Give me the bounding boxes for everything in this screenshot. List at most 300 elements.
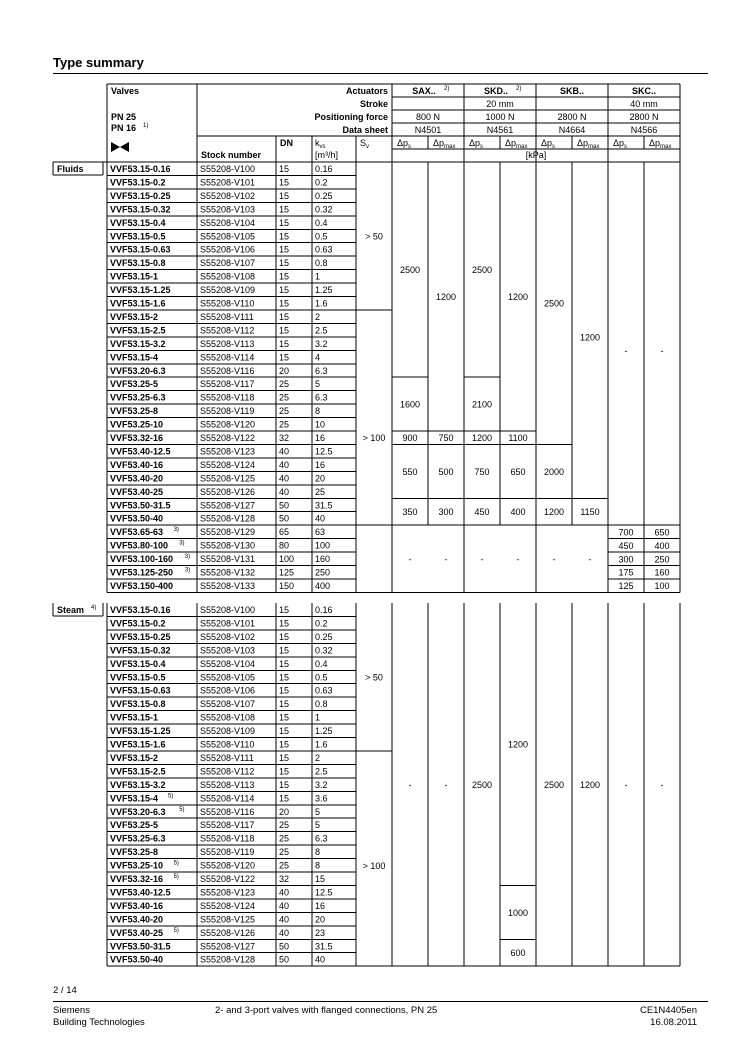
dash-value: - xyxy=(408,554,412,565)
skc-dps: 125 xyxy=(618,581,634,592)
skd-dpmax: 1100 xyxy=(508,433,528,444)
dn-value: 80 xyxy=(279,540,290,551)
dn-value: 15 xyxy=(279,271,290,282)
kvs-value: 4 xyxy=(315,352,321,363)
valve-type: VVF53.15-0.25 xyxy=(110,190,171,201)
valve-type: VVF53.15-0.16 xyxy=(110,164,171,174)
dn-value: 25 xyxy=(279,833,290,844)
kvs-value: 63 xyxy=(315,527,326,538)
skb-dps: 2500 xyxy=(543,298,565,309)
valve-type: VVF53.50-31.5 xyxy=(110,500,171,511)
skc-dps: 175 xyxy=(618,567,634,578)
stock-number: S55208-V100 xyxy=(200,605,256,615)
stock-number: S55208-V116 xyxy=(200,806,255,817)
valve-type: VVF53.15-1.6 xyxy=(110,739,166,750)
stock-number: S55208-V122 xyxy=(200,433,256,443)
stock-number: S55208-V101 xyxy=(200,618,256,629)
stock-number: S55208-V118 xyxy=(200,833,255,844)
valve-type: VVF53.15-1.6 xyxy=(110,298,166,309)
kvs-unit: [m³/h] xyxy=(315,150,339,160)
kvs-value: 0.16 xyxy=(315,164,333,174)
valve-footnote: 3) xyxy=(184,567,191,574)
data-sheet-number: N4501 xyxy=(414,125,442,135)
kvs-value: 0.25 xyxy=(315,631,333,642)
kvs-value: 10 xyxy=(315,419,326,430)
data-sheet-number: N4566 xyxy=(630,125,658,135)
kvs-value: 20 xyxy=(315,473,326,484)
stock-number: S55208-V114 xyxy=(200,352,255,363)
valve-footnote: 3) xyxy=(179,540,185,547)
dn-value: 25 xyxy=(279,847,290,858)
valve-type: VVF53.15-0.32 xyxy=(110,204,171,215)
kvs-value: 1 xyxy=(315,271,321,282)
dn-value: 15 xyxy=(279,164,290,174)
skc-dps: 700 xyxy=(618,527,634,538)
kvs-value: 8 xyxy=(315,406,321,417)
skc-dps: - xyxy=(624,780,628,791)
kvs-value: 0.16 xyxy=(315,605,333,615)
dpmax-heading: $\Delta p_{max}$ xyxy=(433,138,456,150)
stock-number: S55208-V104 xyxy=(200,217,256,228)
dpmax-heading: $\Delta p_{max}$ xyxy=(577,138,600,150)
skd-dpmax: 400 xyxy=(510,507,526,518)
stock-number: S55208-V123 xyxy=(200,887,256,898)
valve-type: VVF53.40-12.5 xyxy=(110,446,171,457)
kvs-value: 2.5 xyxy=(315,766,328,777)
valve-type: VVF53.25-6.3 xyxy=(110,833,166,844)
stock-number: S55208-V114 xyxy=(200,793,255,804)
kvs-value: 6.3 xyxy=(315,833,328,844)
stock-number: S55208-V120 xyxy=(200,419,256,430)
stock-number: S55208-V125 xyxy=(200,473,256,484)
kvs-value: 0.32 xyxy=(315,204,333,215)
dn-value: 15 xyxy=(279,618,290,629)
kvs-value: 16 xyxy=(315,900,326,911)
stock-number: S55208-V118 xyxy=(200,392,255,403)
header-row-label: Positioning force xyxy=(314,112,388,122)
valve-type: VVF53.15-0.25 xyxy=(110,631,171,642)
dn-value: 15 xyxy=(279,645,290,656)
valve-type: VVF53.40-12.5 xyxy=(110,887,171,898)
dn-value: 40 xyxy=(279,486,290,497)
sax-dpmax: 750 xyxy=(438,433,454,444)
kvs-value: 160 xyxy=(315,554,331,565)
dn-value: 40 xyxy=(279,473,290,484)
actuator-footnote: 2) xyxy=(516,86,522,92)
stock-number: S55208-V128 xyxy=(200,513,256,524)
kvs-value: 8 xyxy=(315,860,321,871)
stock-number: S55208-V126 xyxy=(200,486,256,497)
valve-type: VVF53.15-1.25 xyxy=(110,726,171,737)
dn-value: 15 xyxy=(279,338,290,349)
valve-type: VVF53.15-2 xyxy=(110,311,159,322)
skc-dpmax: 400 xyxy=(654,540,670,551)
dash-value: - xyxy=(480,554,484,565)
stock-number: S55208-V124 xyxy=(200,459,256,470)
kvs-value: 25 xyxy=(315,486,326,497)
valve-type: VVF53.25-8 xyxy=(110,406,159,417)
kvs-value: 0.63 xyxy=(315,244,333,255)
actuator-footnote: 2) xyxy=(444,86,450,92)
valve-type: VVF53.25-6.3 xyxy=(110,392,166,403)
skb-dps: 1200 xyxy=(543,507,565,518)
sax-dpmax: - xyxy=(444,780,448,791)
valve-type: VVF53.15-0.4 xyxy=(110,658,166,669)
valve-type: VVF53.25-5 xyxy=(110,379,159,390)
kvs-value: 2.5 xyxy=(315,325,328,336)
valve-type: VVF53.32-16 xyxy=(110,874,164,884)
skd-dpmax: 1000 xyxy=(507,907,529,918)
dn-value: 25 xyxy=(279,406,290,417)
kvs-value: 5 xyxy=(315,820,321,831)
dn-value: 15 xyxy=(279,258,290,269)
skd-dps: 2500 xyxy=(471,780,493,791)
stock-number: S55208-V125 xyxy=(200,914,256,925)
kvs-value: 0.2 xyxy=(315,618,328,629)
dash-value: - xyxy=(516,554,520,565)
dn-value: 50 xyxy=(279,941,290,952)
stock-number: S55208-V112 xyxy=(200,325,255,336)
dn-value: 25 xyxy=(279,379,290,390)
sax-dps: 2500 xyxy=(399,265,421,276)
dn-value: 40 xyxy=(279,914,290,925)
stock-number: S55208-V106 xyxy=(200,244,256,255)
kvs-value: 16 xyxy=(315,459,326,470)
company-division: Building Technologies xyxy=(53,1017,145,1028)
stock-number: S55208-V120 xyxy=(200,860,256,871)
skc-dpmax: - xyxy=(660,345,664,356)
skd-dpmax: 600 xyxy=(510,948,526,959)
dn-value: 15 xyxy=(279,658,290,669)
stock-number: S55208-V128 xyxy=(200,954,256,965)
kvs-value: 1.25 xyxy=(315,726,333,737)
dn-value: 25 xyxy=(279,860,290,871)
pn25-label: PN 25 xyxy=(111,112,137,122)
actuator-name: SKD.. xyxy=(483,86,509,96)
kvs-value: 12.5 xyxy=(315,446,333,457)
dn-value: 15 xyxy=(279,298,290,309)
steam-label: Steam xyxy=(57,605,85,615)
stock-number: S55208-V107 xyxy=(200,699,256,710)
kvs-value: 23 xyxy=(315,927,326,938)
valve-type: VVF53.50-40 xyxy=(110,954,164,965)
valve-type: VVF53.15-0.8 xyxy=(110,258,166,269)
skd-dpmax: 1200 xyxy=(507,292,529,302)
stock-number: S55208-V108 xyxy=(200,271,256,282)
valve-type: VVF53.15-4 xyxy=(110,793,159,804)
dn-value: 15 xyxy=(279,177,290,188)
stock-number: S55208-V133 xyxy=(200,580,256,591)
dn-value: 15 xyxy=(279,712,290,723)
valve-type: VVF53.15-2.5 xyxy=(110,325,166,336)
stock-number: S55208-V110 xyxy=(200,739,255,750)
stock-number: S55208-V109 xyxy=(200,726,256,737)
stock-number: S55208-V103 xyxy=(200,645,256,656)
page-title: Type summary xyxy=(53,55,144,70)
valve-type: VVF53.15-0.4 xyxy=(110,217,166,228)
valve-type: VVF53.15-2 xyxy=(110,752,159,763)
header-row-label: Stroke xyxy=(359,99,388,109)
dn-value: 32 xyxy=(279,433,290,443)
dn-heading: DN xyxy=(280,138,293,148)
skd-dpmax: 650 xyxy=(510,466,526,477)
dn-value: 65 xyxy=(279,527,290,538)
skd-dps: 1200 xyxy=(471,433,493,444)
skb-dpmax: 1200 xyxy=(579,780,601,791)
footer-doc-info xyxy=(640,1005,697,1029)
dn-value: 40 xyxy=(279,900,290,911)
valve-type: VVF53.15-0.63 xyxy=(110,244,171,255)
stock-number: S55208-V109 xyxy=(200,285,256,296)
kvs-value: 1.6 xyxy=(315,739,328,750)
valve-type: VVF53.15-0.2 xyxy=(110,177,166,188)
stock-number: S55208-V117 xyxy=(200,379,255,390)
positioning-force: 1000 N xyxy=(485,112,515,122)
valve-type: VVF53.125-250 xyxy=(110,567,174,578)
sv-value: > 100 xyxy=(362,433,386,444)
valve-type: VVF53.40-25 xyxy=(110,927,164,938)
skc-dpmax: - xyxy=(660,780,664,791)
dn-value: 15 xyxy=(279,766,290,777)
kvs-value: 3.2 xyxy=(315,779,328,790)
dn-value: 15 xyxy=(279,217,290,228)
valve-type: VVF53.40-16 xyxy=(110,900,164,911)
sax-dpmax: 500 xyxy=(438,466,454,477)
stock-number: S55208-V132 xyxy=(200,567,256,578)
kvs-value: 5 xyxy=(315,379,321,390)
valve-type: VVF53.15-0.2 xyxy=(110,618,166,629)
actuator-name: SKB.. xyxy=(559,86,585,96)
sax-dpmax: 300 xyxy=(438,507,454,518)
valve-type: VVF53.100-160 xyxy=(110,554,174,565)
kvs-value: 31.5 xyxy=(315,941,333,952)
skd-dps: 450 xyxy=(474,507,490,518)
dn-value: 20 xyxy=(279,365,290,376)
dn-value: 15 xyxy=(279,285,290,296)
stock-number: S55208-V101 xyxy=(200,177,256,188)
dn-value: 15 xyxy=(279,752,290,763)
kvs-value: 0.5 xyxy=(315,672,328,683)
kvs-value: 0.5 xyxy=(315,231,328,242)
kvs-value: 0.8 xyxy=(315,699,328,710)
kvs-value: 12.5 xyxy=(315,887,333,898)
kvs-value: 2 xyxy=(315,752,321,763)
fluids-label: Fluids xyxy=(57,164,84,174)
valve-type: VVF53.15-0.5 xyxy=(110,672,166,683)
valve-footnote: 5) xyxy=(179,806,185,813)
kvs-value: 0.32 xyxy=(315,645,333,656)
dps-heading: $\Delta p_s$ xyxy=(613,138,628,150)
dn-value: 15 xyxy=(279,672,290,683)
skc-dps: - xyxy=(624,345,628,356)
valve-type: VVF53.15-0.63 xyxy=(110,685,171,696)
kvs-value: 20 xyxy=(315,914,326,925)
valve-type: VVF53.65-63 xyxy=(110,527,164,538)
pn16-label: PN 16 xyxy=(111,123,137,133)
footer-company xyxy=(53,1005,145,1029)
valve-type: VVF53.15-1.25 xyxy=(110,285,171,296)
skc-dpmax: 650 xyxy=(654,527,670,538)
stroke-value: 20 mm xyxy=(486,99,514,109)
dps-heading: $\Delta p_s$ xyxy=(397,138,412,150)
kvs-value: 40 xyxy=(315,513,326,524)
skd-dps: 2100 xyxy=(471,399,493,410)
footer-rule xyxy=(53,1001,708,1002)
kvs-value: 15 xyxy=(315,874,326,884)
dn-value: 15 xyxy=(279,311,290,322)
kvs-value: 31.5 xyxy=(315,500,333,511)
sv-value: > 50 xyxy=(365,231,383,242)
dn-value: 40 xyxy=(279,459,290,470)
valve-type: VVF53.15-1 xyxy=(110,271,159,282)
stock-number: S55208-V111 xyxy=(200,311,254,322)
kvs-value: 1.25 xyxy=(315,285,333,296)
sv-value: > 100 xyxy=(362,860,386,871)
kvs-value: 100 xyxy=(315,540,331,551)
dn-value: 15 xyxy=(279,325,290,336)
pn16-footnote: 1) xyxy=(143,123,149,129)
kvs-value: 0.2 xyxy=(315,177,328,188)
stock-number: S55208-V113 xyxy=(200,338,255,349)
positioning-force: 2800 N xyxy=(557,112,587,122)
dash-value: - xyxy=(444,554,448,565)
dn-value: 125 xyxy=(279,567,295,578)
stock-number: S55208-V107 xyxy=(200,258,256,269)
valve-type: VVF53.40-20 xyxy=(110,473,164,484)
dn-value: 15 xyxy=(279,204,290,215)
kvs-value: 6.3 xyxy=(315,392,328,403)
dn-value: 40 xyxy=(279,446,290,457)
skd-dps: 2500 xyxy=(471,265,493,276)
skc-dpmax: 160 xyxy=(654,567,670,578)
kvs-value: 0.4 xyxy=(315,217,328,228)
valve-type: VVF53.15-0.32 xyxy=(110,645,171,656)
kvs-value: 2 xyxy=(315,311,321,322)
kvs-value: 0.4 xyxy=(315,658,328,669)
valve-type: VVF53.15-4 xyxy=(110,352,159,363)
document-date: 16.08.2011 xyxy=(650,1017,697,1028)
kvs-value: 40 xyxy=(315,954,326,965)
dn-value: 15 xyxy=(279,739,290,750)
skc-dps: 300 xyxy=(618,554,634,565)
valve-type: VVF53.25-5 xyxy=(110,820,159,831)
kvs-value: 400 xyxy=(315,580,331,591)
dn-value: 100 xyxy=(279,554,295,565)
positioning-force: 800 N xyxy=(415,112,441,122)
dn-value: 40 xyxy=(279,887,290,898)
dps-heading: $\Delta p_s$ xyxy=(541,138,556,150)
valve-type: VVF53.15-0.5 xyxy=(110,231,166,242)
steam-footnote: 4) xyxy=(91,605,97,611)
data-sheet-number: N4561 xyxy=(486,125,514,135)
stock-number: S55208-V119 xyxy=(200,406,255,417)
kvs-value: 0.8 xyxy=(315,258,328,269)
positioning-force: 2800 N xyxy=(629,112,659,122)
kvs-value: 6.3 xyxy=(315,365,328,376)
stock-number: S55208-V127 xyxy=(200,500,256,511)
skb-dpmax: 1150 xyxy=(580,507,600,518)
valve-type: VVF53.150-400 xyxy=(110,580,174,591)
dash-value: - xyxy=(588,554,592,565)
stock-number: S55208-V100 xyxy=(200,164,256,174)
valve-type: VVF53.15-2.5 xyxy=(110,766,166,777)
stock-number: S55208-V102 xyxy=(200,190,256,201)
stock-number: S55208-V112 xyxy=(200,766,255,777)
dn-value: 25 xyxy=(279,419,290,430)
stock-number: S55208-V103 xyxy=(200,204,256,215)
dn-value: 50 xyxy=(279,500,290,511)
dn-value: 32 xyxy=(279,874,290,884)
skd-dpmax: 1200 xyxy=(507,739,529,750)
header-row-label: Actuators xyxy=(345,86,388,96)
valve-footnote: 5) xyxy=(173,927,179,934)
valve-type: VVF53.15-1 xyxy=(110,712,159,723)
stock-number: S55208-V116 xyxy=(200,365,255,376)
dn-value: 50 xyxy=(279,513,290,524)
skc-dpmax: 100 xyxy=(654,581,670,592)
stock-number: S55208-V113 xyxy=(200,779,255,790)
skd-dps: 750 xyxy=(474,466,490,477)
sax-dps: 1600 xyxy=(399,399,421,410)
valve-type: VVF53.40-20 xyxy=(110,914,164,925)
footer-document-title: 2- and 3-port valves with flanged connections, PN 25 xyxy=(215,1005,438,1016)
valve-type: VVF53.15-3.2 xyxy=(110,338,166,349)
dn-value: 40 xyxy=(279,927,290,938)
header-row-label: Data sheet xyxy=(342,125,388,135)
stock-number: S55208-V105 xyxy=(200,672,256,683)
dn-value: 15 xyxy=(279,779,290,790)
stock-number: S55208-V123 xyxy=(200,446,256,457)
kvs-heading: $k_{vs}$ xyxy=(315,138,326,150)
stock-number: S55208-V104 xyxy=(200,658,256,669)
dpmax-heading: $\Delta p_{max}$ xyxy=(505,138,528,150)
company-name: Siemens xyxy=(53,1005,90,1016)
valve-type: VVF53.50-31.5 xyxy=(110,941,171,952)
dn-value: 15 xyxy=(279,699,290,710)
dn-value: 15 xyxy=(279,605,290,615)
valve-footnote: 5) xyxy=(173,874,179,880)
actuator-name: SAX.. xyxy=(412,86,436,96)
dn-value: 25 xyxy=(279,392,290,403)
stock-number: S55208-V106 xyxy=(200,685,256,696)
dn-value: 15 xyxy=(279,352,290,363)
valve-type: VVF53.20-6.3 xyxy=(110,365,166,376)
valve-type: VVF53.20-6.3 xyxy=(110,806,166,817)
valve-type: VVF53.15-0.8 xyxy=(110,699,166,710)
dn-value: 15 xyxy=(279,631,290,642)
valve-type: VVF53.40-16 xyxy=(110,459,164,470)
dn-value: 150 xyxy=(279,580,295,591)
stock-number: S55208-V110 xyxy=(200,298,255,309)
valve-type: VVF53.25-10 xyxy=(110,419,164,430)
stock-number: S55208-V117 xyxy=(200,820,255,831)
data-sheet-number: N4664 xyxy=(558,125,586,135)
dps-heading: $\Delta p_s$ xyxy=(469,138,484,150)
dn-value: 15 xyxy=(279,244,290,255)
stock-number: S55208-V102 xyxy=(200,631,256,642)
kvs-value: 8 xyxy=(315,847,321,858)
valve-type: VVF53.40-25 xyxy=(110,486,164,497)
sax-dpmax: 1200 xyxy=(435,292,457,302)
stock-number: S55208-V124 xyxy=(200,900,256,911)
sax-dps: 350 xyxy=(402,507,418,518)
stock-number: S55208-V119 xyxy=(200,847,255,858)
stock-number: S55208-V131 xyxy=(200,554,256,565)
document-number: CE1N4405en xyxy=(639,1005,697,1016)
valve-type: VVF53.15-3.2 xyxy=(110,779,166,790)
valve-footnote: 3) xyxy=(173,527,179,534)
dn-value: 25 xyxy=(279,820,290,831)
